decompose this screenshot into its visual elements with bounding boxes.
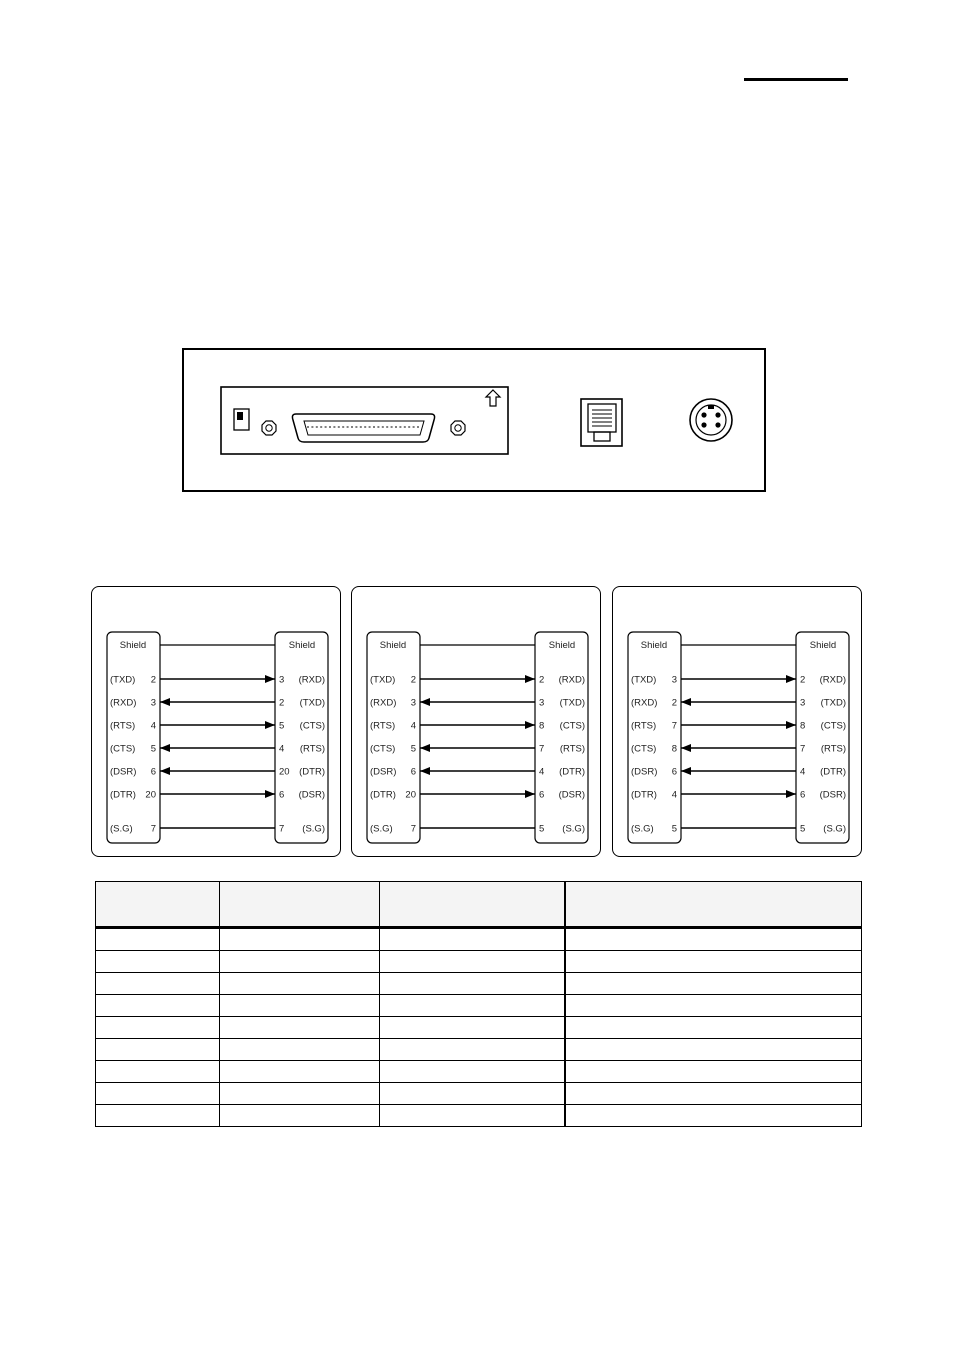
right-pin-number: 5 — [539, 823, 545, 835]
right-signal-label: (RTS) — [820, 743, 846, 755]
screw-icon — [451, 421, 465, 435]
left-signal-label: (RXD) — [110, 697, 137, 709]
screw-icon — [262, 421, 276, 435]
left-signal-label: (S.G) — [631, 823, 654, 835]
table-cell — [96, 1039, 220, 1061]
left-pin-number: 7 — [671, 720, 677, 732]
left-pin-number: 7 — [410, 823, 416, 835]
left-pin-number: 20 — [405, 789, 416, 801]
table-cell — [96, 928, 220, 951]
table-cell — [565, 1105, 862, 1127]
right-signal-label: (RXD) — [558, 674, 585, 686]
right-signal-label: (RXD) — [819, 674, 846, 686]
table-cell — [220, 1039, 380, 1061]
right-pin-number: 6 — [279, 789, 285, 801]
table-cell — [380, 995, 565, 1017]
wiring-diagram — [612, 586, 862, 857]
right-pin-number: 2 — [800, 674, 806, 686]
connector-panel — [182, 348, 766, 492]
table-row — [96, 1039, 862, 1061]
table-cell — [220, 1061, 380, 1083]
left-signal-label: (RXD) — [631, 697, 658, 709]
table-row — [96, 1083, 862, 1105]
connector-right — [796, 632, 849, 843]
right-signal-label: (S.G) — [823, 823, 846, 835]
left-signal-label: (DTR) — [370, 789, 396, 801]
connector-left — [628, 632, 681, 843]
table-cell — [220, 951, 380, 973]
table-cell — [96, 1083, 220, 1105]
table-row — [96, 951, 862, 973]
shield-label: Shield — [640, 640, 668, 651]
right-signal-label: (DSR) — [298, 789, 325, 801]
left-signal-label: (DTR) — [631, 789, 657, 801]
shield-label: Shield — [288, 640, 316, 651]
din-power-jack-icon — [690, 399, 732, 441]
right-pin-number: 3 — [539, 697, 545, 709]
right-pin-number: 3 — [279, 674, 285, 686]
shield-label: Shield — [809, 640, 837, 651]
right-pin-number: 3 — [800, 697, 806, 709]
right-pin-number: 20 — [279, 766, 290, 778]
left-pin-number: 4 — [671, 789, 677, 801]
left-signal-label: (TXD) — [631, 674, 657, 686]
left-pin-number: 5 — [410, 743, 416, 755]
left-pin-number: 7 — [150, 823, 156, 835]
right-pin-number: 7 — [800, 743, 806, 755]
left-pin-number: 3 — [671, 674, 677, 686]
left-pin-number: 4 — [150, 720, 156, 732]
left-signal-label: (DSR) — [631, 766, 658, 778]
left-pin-number: 3 — [410, 697, 416, 709]
table-cell — [220, 1105, 380, 1127]
left-signal-label: (CTS) — [110, 743, 136, 755]
left-signal-label: (RTS) — [370, 720, 396, 732]
shield-label: Shield — [119, 640, 147, 651]
table-cell — [380, 951, 565, 973]
right-pin-number: 8 — [539, 720, 545, 732]
table-cell — [96, 951, 220, 973]
table-cell — [220, 928, 380, 951]
right-signal-label: (S.G) — [302, 823, 325, 835]
right-signal-label: (RTS) — [299, 743, 325, 755]
left-pin-number: 20 — [145, 789, 156, 801]
left-pin-number: 5 — [671, 823, 677, 835]
table-cell — [565, 951, 862, 973]
table-cell — [380, 928, 565, 951]
connector-right — [535, 632, 588, 843]
right-pin-number: 8 — [800, 720, 806, 732]
dip-switch-icon — [234, 409, 249, 430]
table-cell — [380, 1105, 565, 1127]
left-signal-label: (DTR) — [110, 789, 136, 801]
table-cell — [380, 973, 565, 995]
wiring-diagram — [91, 586, 341, 857]
table-cell — [96, 1105, 220, 1127]
left-signal-label: (TXD) — [370, 674, 396, 686]
left-signal-label: (DSR) — [370, 766, 397, 778]
right-signal-label: (CTS) — [559, 720, 585, 732]
up-arrow-icon — [486, 390, 500, 406]
right-signal-label: (TXD) — [559, 697, 585, 709]
right-pin-number: 6 — [539, 789, 545, 801]
shield-label: Shield — [548, 640, 576, 651]
serial-connector-icon — [292, 414, 434, 442]
right-signal-label: (DTR) — [559, 766, 585, 778]
left-signal-label: (RXD) — [370, 697, 397, 709]
right-signal-label: (DTR) — [820, 766, 846, 778]
table-cell — [96, 995, 220, 1017]
right-signal-label: (TXD) — [820, 697, 846, 709]
pin-assignment-table — [95, 881, 862, 1127]
right-signal-label: (DSR) — [558, 789, 585, 801]
table-cell — [565, 928, 862, 951]
right-signal-label: (DTR) — [299, 766, 325, 778]
wiring-diagram — [351, 586, 601, 857]
left-signal-label: (RTS) — [631, 720, 657, 732]
right-signal-label: (CTS) — [299, 720, 325, 732]
right-pin-number: 7 — [539, 743, 545, 755]
table-row — [96, 1017, 862, 1039]
right-pin-number: 4 — [800, 766, 806, 778]
left-pin-number: 2 — [671, 697, 677, 709]
table-cell — [565, 995, 862, 1017]
left-pin-number: 6 — [671, 766, 677, 778]
right-signal-label: (CTS) — [820, 720, 846, 732]
table-cell — [220, 973, 380, 995]
right-pin-number: 5 — [279, 720, 285, 732]
table-cell — [565, 1039, 862, 1061]
table-header-cell — [380, 882, 565, 928]
right-pin-number: 7 — [279, 823, 285, 835]
table-cell — [220, 1083, 380, 1105]
shield-label: Shield — [379, 640, 407, 651]
table-header-cell — [220, 882, 380, 928]
rj-jack-icon — [581, 399, 622, 446]
left-signal-label: (S.G) — [110, 823, 133, 835]
header-rule — [744, 78, 848, 81]
left-signal-label: (S.G) — [370, 823, 393, 835]
table-row — [96, 995, 862, 1017]
right-pin-number: 4 — [279, 743, 285, 755]
left-pin-number: 8 — [671, 743, 677, 755]
table-cell — [565, 1061, 862, 1083]
right-signal-label: (DSR) — [819, 789, 846, 801]
connector-left — [107, 632, 160, 843]
table-cell — [380, 1083, 565, 1105]
table-row — [96, 928, 862, 951]
table-cell — [96, 1061, 220, 1083]
table-header-cell — [96, 882, 220, 928]
right-pin-number: 6 — [800, 789, 806, 801]
right-pin-number: 2 — [279, 697, 285, 709]
table-cell — [565, 973, 862, 995]
table-header-row — [96, 882, 862, 928]
left-pin-number: 5 — [150, 743, 156, 755]
right-pin-number: 4 — [539, 766, 545, 778]
left-signal-label: (DSR) — [110, 766, 137, 778]
right-signal-label: (RTS) — [559, 743, 585, 755]
left-pin-number: 6 — [410, 766, 416, 778]
table-cell — [96, 1017, 220, 1039]
left-pin-number: 2 — [410, 674, 416, 686]
right-signal-label: (TXD) — [299, 697, 325, 709]
connector-left — [367, 632, 420, 843]
connector-right — [275, 632, 328, 843]
table-cell — [220, 1017, 380, 1039]
table-cell — [380, 1061, 565, 1083]
table-row — [96, 1061, 862, 1083]
table-cell — [380, 1039, 565, 1061]
left-signal-label: (CTS) — [370, 743, 396, 755]
table-cell — [565, 1017, 862, 1039]
right-pin-number: 2 — [539, 674, 545, 686]
table-cell — [96, 973, 220, 995]
table-header-cell — [565, 882, 862, 928]
table-cell — [565, 1083, 862, 1105]
right-signal-label: (S.G) — [562, 823, 585, 835]
left-pin-number: 3 — [150, 697, 156, 709]
right-signal-label: (RXD) — [298, 674, 325, 686]
table-row — [96, 1105, 862, 1127]
left-signal-label: (CTS) — [631, 743, 657, 755]
left-pin-number: 2 — [150, 674, 156, 686]
table-row — [96, 973, 862, 995]
left-signal-label: (TXD) — [110, 674, 136, 686]
table-cell — [220, 995, 380, 1017]
left-pin-number: 6 — [150, 766, 156, 778]
right-pin-number: 5 — [800, 823, 806, 835]
left-pin-number: 4 — [410, 720, 416, 732]
table-cell — [380, 1017, 565, 1039]
left-signal-label: (RTS) — [110, 720, 136, 732]
